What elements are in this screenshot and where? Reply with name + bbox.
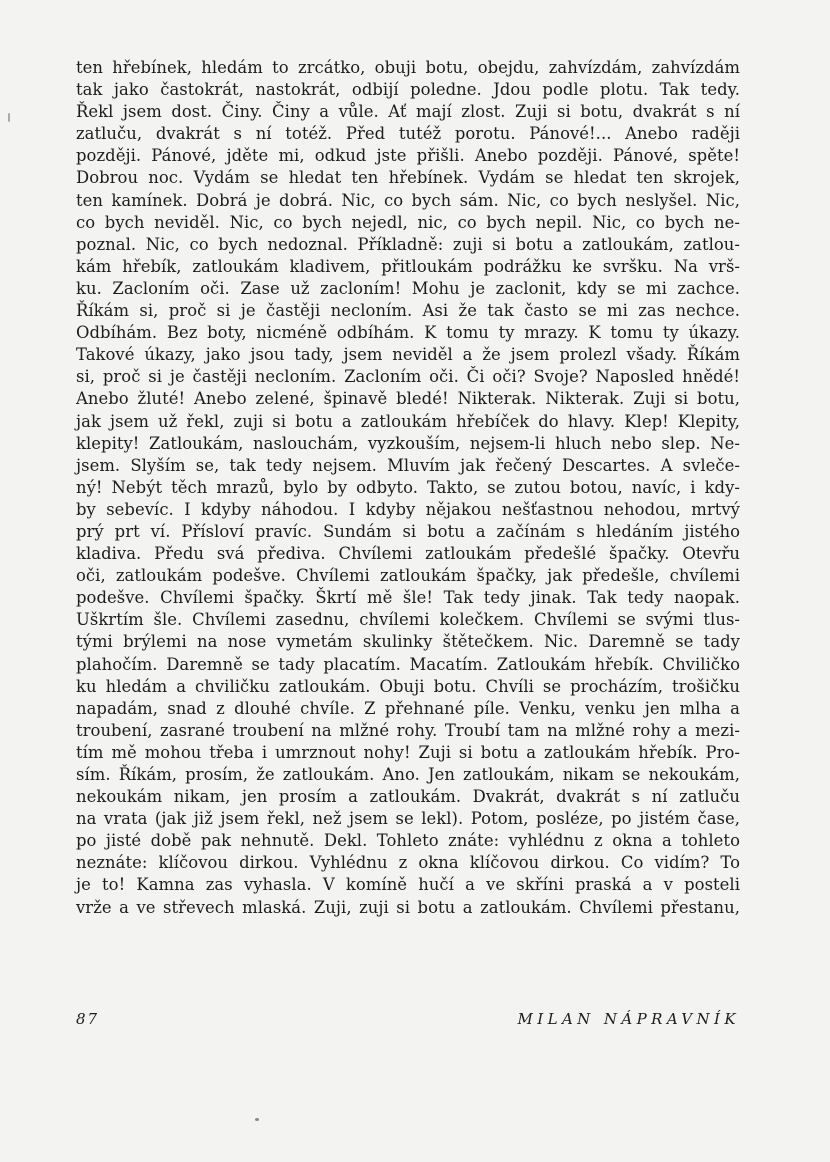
text-line: troubení, zasrané troubení na mlžné rohy. Troubí tam na mlžné rohy a mezi- (76, 720, 740, 740)
text-line: ku hledám a chviličku zatloukám. Obuji botu. Chvíli se procházím, trošičku (76, 676, 740, 696)
text-line: oči, zatloukám podešve. Chvílemi zatloukám špačky, jak předešle, chvílemi (76, 566, 740, 586)
author-name: MILAN NÁPRAVNÍK (517, 1010, 740, 1028)
text-line: tými brýlemi na nose vymetám skulinky štětečkem. Nic. Daremně se tady (76, 632, 740, 652)
text-line: si, proč si je častěji necloním. Zacloním oči. Či oči? Svoje? Naposled hnědé! (76, 367, 740, 387)
text-line: Dobrou noc. Vydám se hledat ten hřebínek. Vydám se hledat ten skrojek, (76, 168, 740, 188)
text-line: je to! Kamna zas vyhasla. V komíně hučí a ve skříni praská a v posteli (76, 875, 740, 895)
text-line: vrže a ve střevech mlaská. Zuji, zuji si botu a zatloukám. Chvílemi přestanu, (76, 897, 740, 917)
text-line: na vrata (jak již jsem řekl, než jsem se lekl). Potom, posléze, po jistém čase, (76, 809, 740, 829)
paper-speck (255, 1118, 259, 1121)
text-line: jak jsem už řekl, zuji si botu a zatloukám hřebíček do hlavy. Klep! Klepity, (76, 411, 740, 431)
text-line: poznal. Nic, co bych nedoznal. Příkladně: zuji si botu a zatloukám, zatlou- (76, 234, 740, 254)
body-text (76, 57, 740, 919)
text-line: později. Pánové, jděte mi, odkud jste přišli. Anebo později. Pánové, spěte! (76, 146, 740, 166)
text-line: klepity! Zatloukám, naslouchám, vyzkouším, nejsem-li hluch nebo slep. Ne- (76, 433, 740, 453)
text-line: co bych neviděl. Nic, co bych nejedl, nic, co bych nepil. Nic, co bych ne- (76, 212, 740, 232)
text-line: po jisté době pak nehnutě. Dekl. Tohleto znáte: vyhlédnu z okna a tohleto (76, 831, 740, 851)
text-line: ten hřebínek, hledám to zrcátko, obuji botu, obejdu, zahvízdám, zahvízdám (76, 58, 740, 77)
text-line: Uškrtím šle. Chvílemi zasednu, chvílemi kolečkem. Chvílemi se svými tlus- (76, 610, 740, 630)
page-footer (76, 1010, 740, 1034)
text-line: tak jako častokrát, nastokrát, odbijí poledne. Jdou podle plotu. Tak tedy. (76, 80, 740, 100)
text-line: Takové úkazy, jako jsou tady, jsem neviděl a že jsem prolezl všady. Říkám (76, 345, 740, 365)
text-line: ku. Zacloním oči. Zase už zacloním! Mohu je zaclonit, kdy se mi zachce. (76, 278, 740, 298)
text-line: nekoukám nikam, jen prosím a zatloukám. Dvakrát, dvakrát s ní zatluču (76, 787, 740, 807)
text-line: by sebevíc. I kdyby náhodou. I kdyby nějakou nešťastnou nehodou, mrtvý (76, 499, 740, 519)
text-line: kladiva. Předu svá přediva. Chvílemi zatloukám předešlé špačky. Otevřu (76, 544, 740, 564)
text-line: plahočím. Daremně se tady placatím. Macatím. Zatloukám hřebík. Chviličko (76, 654, 740, 674)
text-line: Řekl jsem dost. Činy. Činy a vůle. Ať mají zlost. Zuji si botu, dvakrát s ní (76, 102, 740, 122)
text-line: sím. Říkám, prosím, že zatloukám. Ano. Jen zatloukám, nikam se nekoukám, (76, 765, 740, 784)
page-number: 87 (76, 1010, 100, 1028)
text-line: podešve. Chvílemi špačky. Škrtí mě šle! Tak tedy jinak. Tak tedy naopak. (76, 588, 740, 608)
text-line: Anebo žluté! Anebo zelené, špinavě bledé! Nikterak. Nikterak. Zuji si botu, (76, 389, 740, 409)
text-line: tím mě mohou třeba i umrznout nohy! Zuji si botu a zatloukám hřebík. Pro- (76, 742, 740, 762)
text-line: prý prt ví. Přísloví pravíc. Sundám si botu a začínám s hledáním jistého (76, 521, 740, 541)
paper-speck (8, 113, 10, 122)
text-line: Říkám si, proč si je častěji necloním. Asi že tak často se mi zas nechce. (76, 301, 740, 321)
text-line: napadám, snad z dlouhé chvíle. Z přehnané píle. Venku, venku jen mlha a (76, 698, 740, 718)
text-line: jsem. Slyším se, tak tedy nejsem. Mluvím jak řečený Descartes. A svleče- (76, 455, 740, 475)
text-line: ný! Nebýt těch mrazů, bylo by odbyto. Takto, se zutou botou, navíc, i kdy- (76, 477, 740, 497)
text-line: zatluču, dvakrát s ní totéž. Před tutéž porotu. Pánové!... Anebo raději (76, 124, 740, 144)
text-line: Odbíhám. Bez boty, nicméně odbíhám. K tomu ty mrazy. K tomu ty úkazy. (76, 323, 740, 343)
text-line: kám hřebík, zatloukám kladivem, přitloukám podrážku ke svršku. Na vrš- (76, 256, 740, 276)
text-line: ten kamínek. Dobrá je dobrá. Nic, co bych sám. Nic, co bych neslyšel. Nic, (76, 190, 740, 210)
text-line: neznáte: klíčovou dirkou. Vyhlédnu z okna klíčovou dirkou. Co vidím? To (76, 853, 740, 873)
